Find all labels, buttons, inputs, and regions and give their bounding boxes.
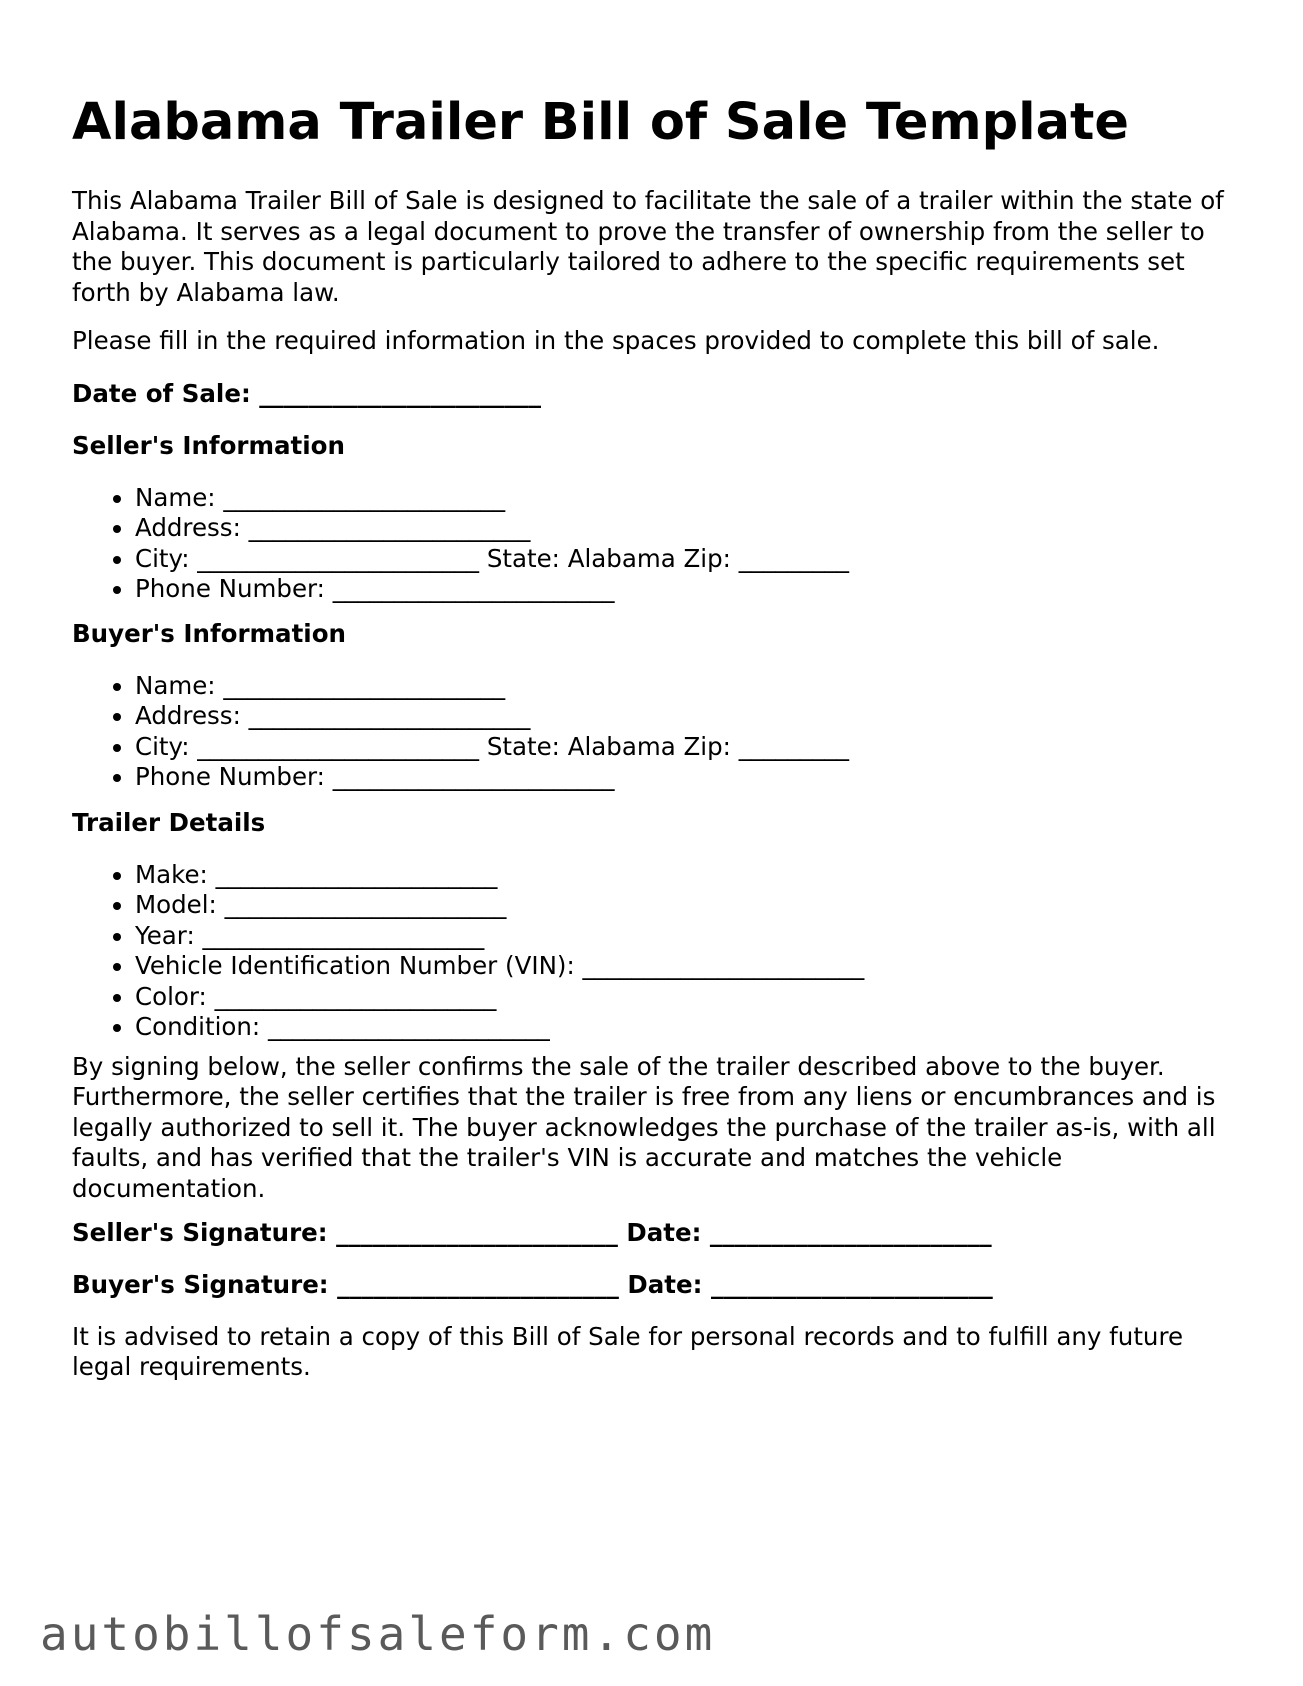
buyer-address-field: • Address: _______________________ bbox=[135, 701, 849, 731]
buyer-signature-line: Buyer's Signature: _______________________ Date: _______________________ bbox=[72, 1270, 993, 1299]
seller-phone-field: • Phone Number: _______________________ bbox=[135, 574, 849, 604]
certification-paragraph: By signing below, the seller confirms the sale of the trailer described above to the buyer. Furthermore, the seller certifies that the trailer is free from any liens or encumbrances and is legally authorized to sell it. The buyer acknowledges the purchase of the trailer as-is, with all faults, and has verified that the trailer's VIN is accurate and matches the vehicle documentation. bbox=[72, 1052, 1216, 1203]
trailer-make-field: • Make: _______________________ bbox=[135, 860, 864, 890]
buyer-heading: Buyer's Information bbox=[72, 619, 346, 648]
buyer-city-field: • City: _______________________ State: Alabama Zip: _________ bbox=[135, 732, 849, 762]
trailer-color-field: • Color: _______________________ bbox=[135, 982, 864, 1012]
seller-name-field: • Name: _______________________ bbox=[135, 483, 849, 513]
trailer-year-field: • Year: _______________________ bbox=[135, 921, 864, 951]
intro-paragraph: This Alabama Trailer Bill of Sale is designed to facilitate the sale of a trailer within the state of Alabama. It serves as a legal document to prove the transfer of ownership from the seller to the buyer. This document is particularly tailored to adhere to the specific requirements set forth by Alabama law. bbox=[72, 186, 1224, 307]
advice-paragraph: It is advised to retain a copy of this Bill of Sale for personal records and to fulfill any future legal requirements. bbox=[72, 1322, 1184, 1382]
seller-field-list bbox=[72, 483, 849, 605]
trailer-model-field: • Model: _______________________ bbox=[135, 890, 864, 920]
instruction-text: Please fill in the required information in the spaces provided to complete this bill of sale. bbox=[72, 326, 1160, 355]
seller-address-field: • Address: _______________________ bbox=[135, 513, 849, 543]
seller-heading: Seller's Information bbox=[72, 431, 345, 460]
watermark-text: autobillofsaleform.com bbox=[40, 1607, 716, 1661]
document-title: Alabama Trailer Bill of Sale Template bbox=[72, 93, 1129, 152]
buyer-field-list bbox=[72, 671, 849, 793]
trailer-condition-field: • Condition: _______________________ bbox=[135, 1012, 864, 1042]
seller-signature-line: Seller's Signature: _______________________ Date: _______________________ bbox=[72, 1218, 992, 1247]
seller-city-field: • City: _______________________ State: Alabama Zip: _________ bbox=[135, 544, 849, 574]
buyer-name-field: • Name: _______________________ bbox=[135, 671, 849, 701]
buyer-phone-field: • Phone Number: _______________________ bbox=[135, 762, 849, 792]
trailer-vin-field: • Vehicle Identification Number (VIN): _______________________ bbox=[135, 951, 864, 981]
date-of-sale-field: Date of Sale: _______________________ bbox=[72, 379, 542, 408]
trailer-heading: Trailer Details bbox=[72, 808, 266, 837]
trailer-field-list bbox=[72, 860, 864, 1042]
